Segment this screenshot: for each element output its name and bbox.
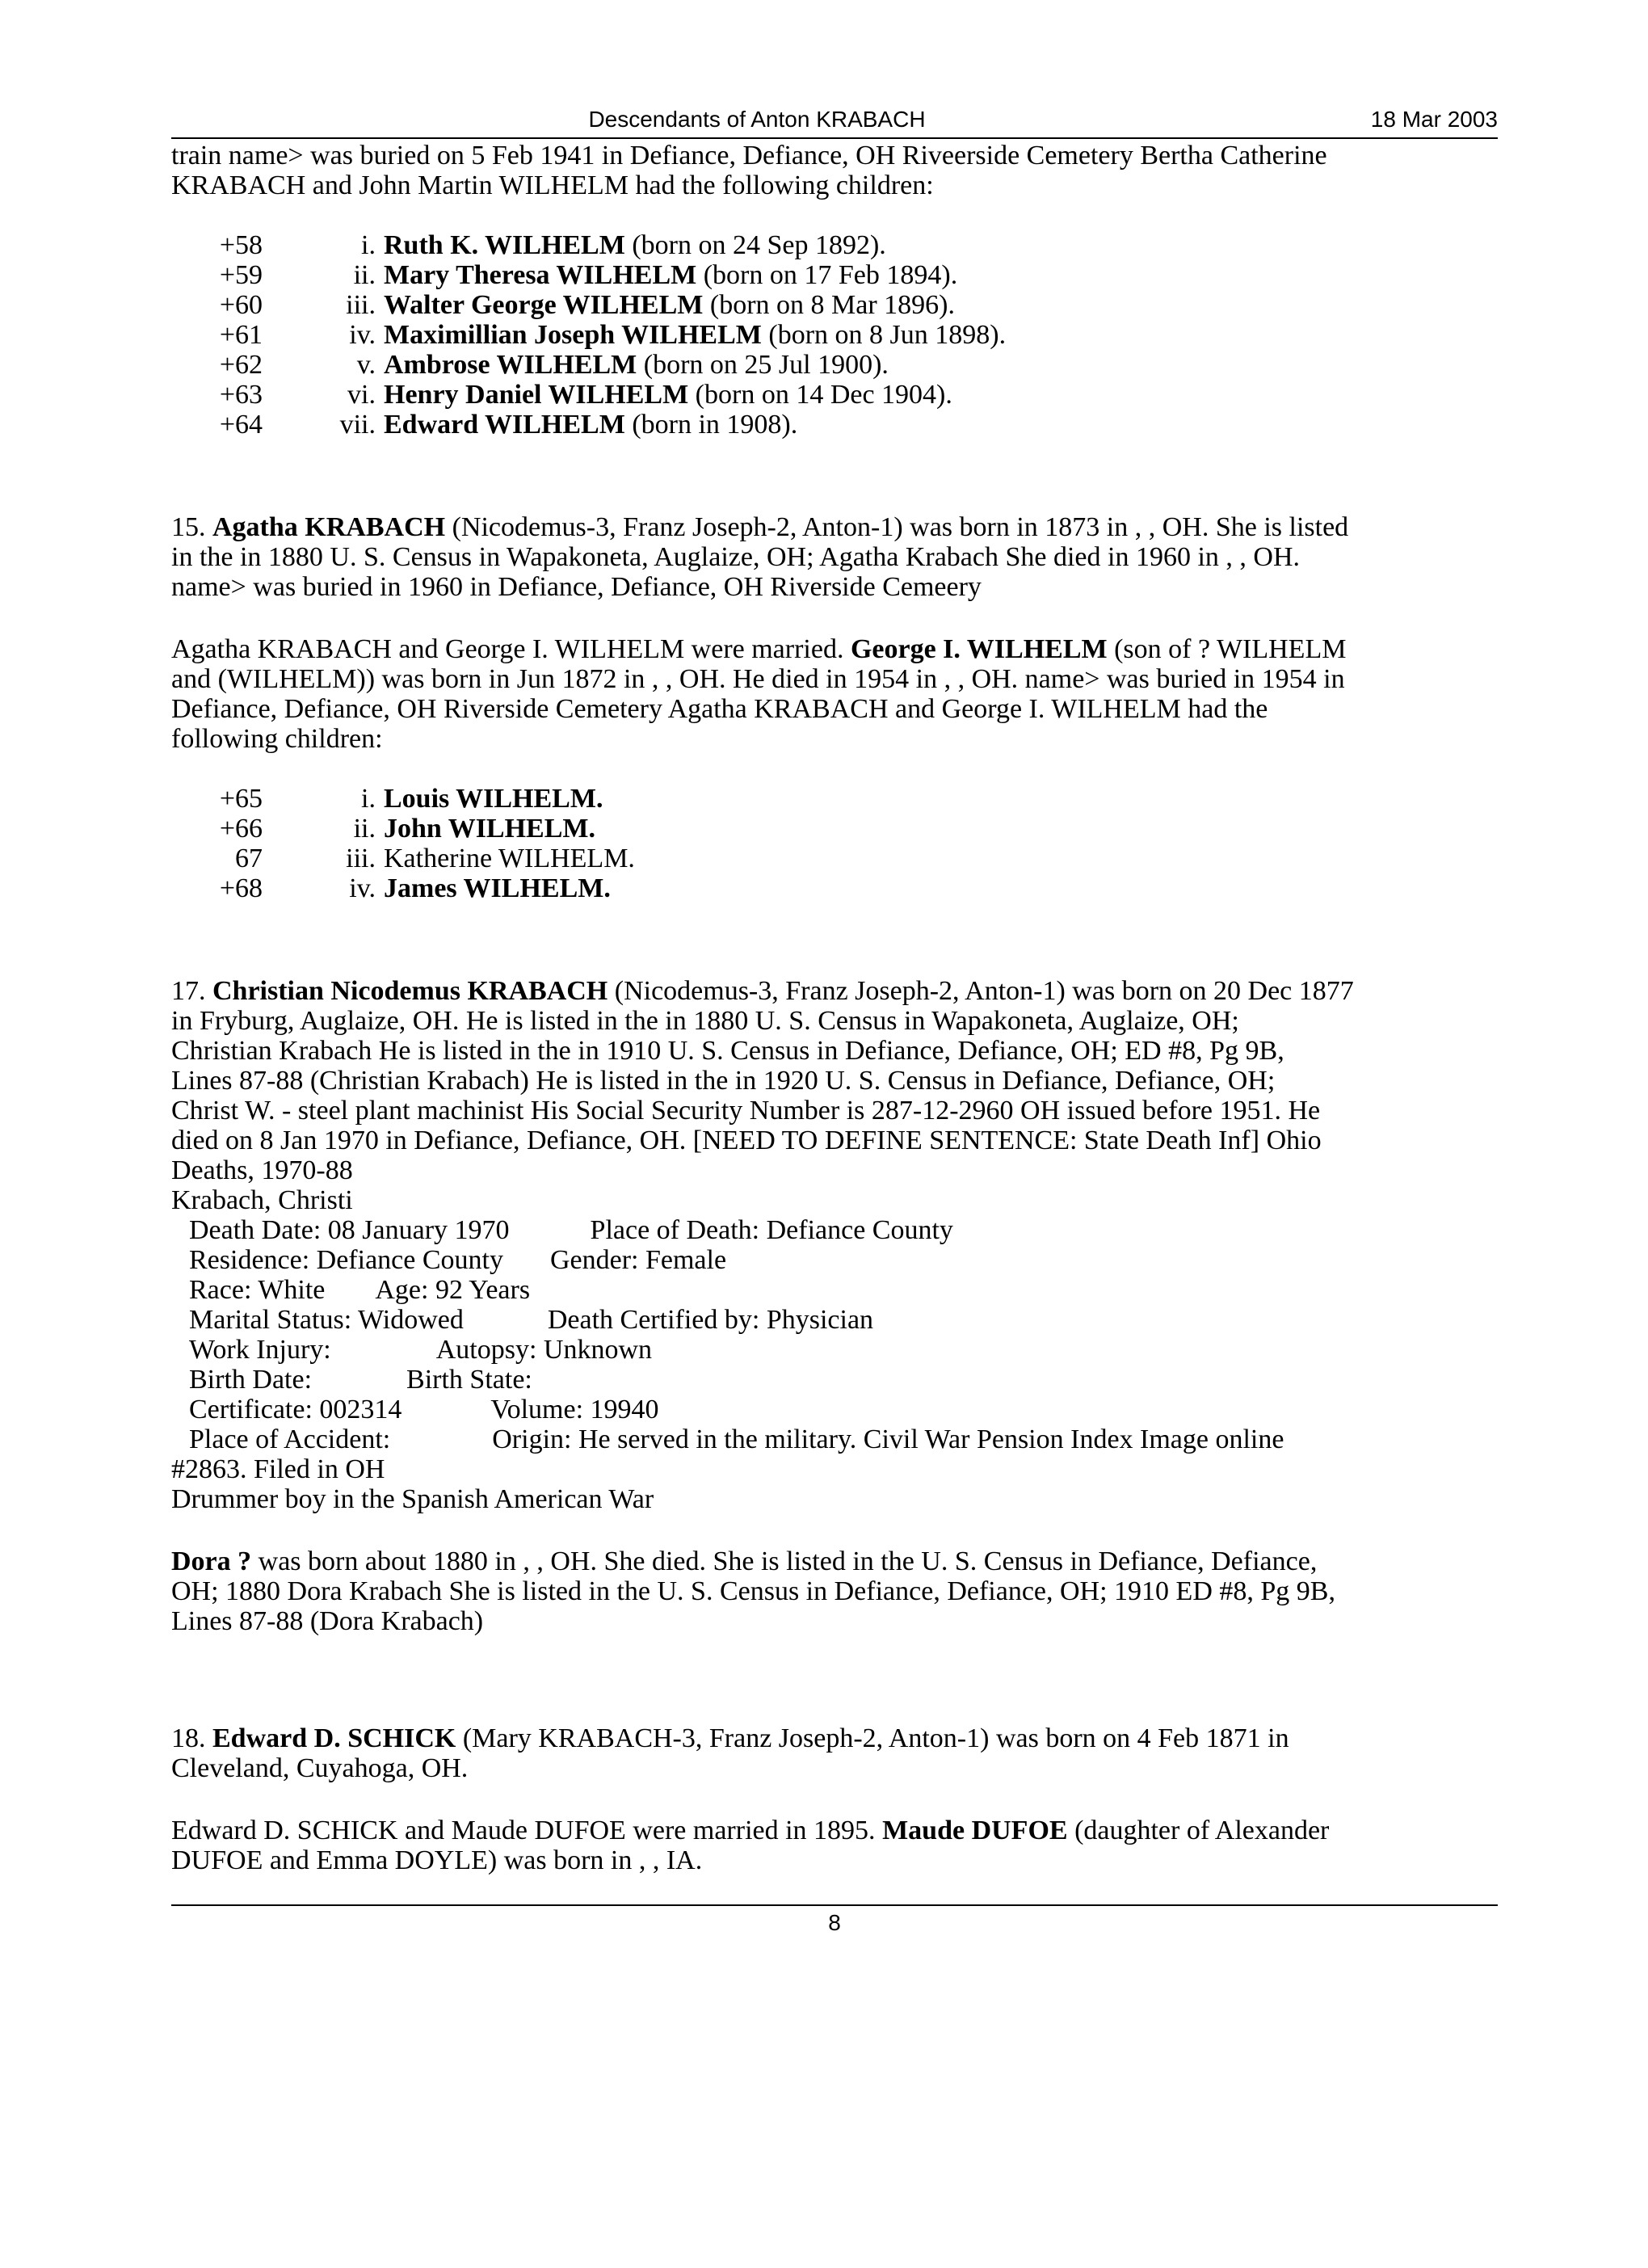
spouse-name: Maude DUFOE	[882, 1816, 1068, 1845]
child-number: +63	[219, 380, 263, 410]
record-row: Place of Accident: Origin: He served in the military. Civil War Pension Index Image online	[189, 1424, 1284, 1454]
child-detail: (born in 1908).	[624, 410, 798, 440]
entry-line: following children:	[171, 724, 383, 754]
child-detail: (born on 14 Dec 1904).	[688, 380, 952, 410]
child-entry	[171, 230, 1498, 260]
child-entry	[171, 844, 1498, 873]
entry-line: and (WILHELM)) was born in Jun 1872 in , , OH. He died in 1954 in , , OH. name> was buried in 1954 in	[171, 664, 1345, 694]
person-name: Agatha KRABACH	[212, 512, 446, 542]
child-entry	[171, 814, 1498, 844]
spouse-name: George I. WILHELM	[850, 634, 1108, 664]
child-entry	[171, 784, 1498, 814]
child-entry	[171, 380, 1498, 410]
entry-line: Drummer boy in the Spanish American War	[171, 1484, 654, 1514]
entry-line: died on 8 Jan 1970 in Defiance, Defiance, OH. [NEED TO DEFINE SENTENCE: State Death Inf] Ohio	[171, 1126, 1322, 1155]
entry-line: Krabach, Christi	[171, 1185, 353, 1215]
entry-number: 18.	[171, 1723, 206, 1753]
child-number: +58	[219, 230, 263, 260]
record-row: Birth Date: Birth State:	[189, 1365, 532, 1395]
child-detail: (born on 8 Jun 1898).	[761, 320, 1007, 350]
child-roman: iii.	[346, 290, 376, 320]
record-row: Certificate: 002314 Volume: 19940	[189, 1395, 659, 1424]
child-entry	[171, 873, 1498, 903]
intro-line: train name> was buried on 5 Feb 1941 in Defiance, Defiance, OH Riveerside Cemetery Bertha Catherine	[171, 141, 1327, 170]
child-name: Maximillian Joseph WILHELM	[384, 320, 762, 350]
child-detail: (born on 25 Jul 1900).	[637, 350, 889, 380]
entry-dora: Dora ? was born about 1880 in , , OH. She died. She is listed in the U. S. Census in Defiance, Defiance,	[171, 1546, 1318, 1576]
footer-rule	[171, 1904, 1498, 1906]
record-row: Residence: Defiance County Gender: Female	[189, 1245, 727, 1275]
entry-line: name> was buried in 1960 in Defiance, Defiance, OH Riverside Cemeery	[171, 572, 982, 602]
record-row: Death Date: 08 January 1970 Place of Death: Defiance County	[189, 1215, 953, 1245]
record-row: Work Injury: Autopsy: Unknown	[189, 1335, 653, 1365]
entry-line: Christian Krabach He is listed in the in 1910 U. S. Census in Defiance, Defiance, OH; ED #8, Pg 9B,	[171, 1036, 1284, 1066]
page-header	[171, 102, 1498, 139]
child-number: +60	[219, 290, 263, 320]
child-name: Louis WILHELM.	[384, 784, 603, 814]
child-roman: v.	[356, 350, 376, 380]
child-entry	[171, 410, 1498, 440]
entry-line: Deaths, 1970-88	[171, 1155, 353, 1185]
record-row: Race: White Age: 92 Years	[189, 1275, 531, 1305]
child-name: James WILHELM.	[384, 873, 611, 903]
child-name: Henry Daniel WILHELM	[384, 380, 689, 410]
child-roman: i.	[361, 784, 376, 814]
entry-line: Defiance, Defiance, OH Riverside Cemetery Agatha KRABACH and George I. WILHELM had the	[171, 694, 1268, 724]
child-name: Edward WILHELM	[384, 410, 625, 440]
child-number: +65	[219, 784, 263, 814]
child-entry	[171, 320, 1498, 350]
child-number: +59	[219, 260, 263, 290]
person-name: Edward D. SCHICK	[212, 1723, 456, 1753]
header-date: 18 Mar 2003	[1370, 107, 1498, 132]
child-entry	[171, 350, 1498, 380]
document-body	[171, 141, 1498, 1875]
person-name: Christian Nicodemus KRABACH	[212, 976, 608, 1006]
child-detail: (born on 17 Feb 1894).	[696, 260, 958, 290]
entry-edward: 18. Edward D. SCHICK (Mary KRABACH-3, Franz Joseph-2, Anton-1) was born on 4 Feb 1871 in	[171, 1723, 1289, 1753]
child-name: John WILHELM.	[384, 814, 596, 844]
child-name: Ambrose WILHELM	[384, 350, 637, 380]
entry-line: #2863. Filed in OH	[171, 1454, 385, 1484]
child-number: +64	[219, 410, 263, 440]
entry-number: 15.	[171, 512, 206, 542]
child-entry	[171, 260, 1498, 290]
child-roman: iii.	[346, 844, 376, 873]
child-roman: iv.	[349, 320, 376, 350]
entry-agatha: 15. Agatha KRABACH (Nicodemus-3, Franz Joseph-2, Anton-1) was born in 1873 in , , OH. She is listed	[171, 512, 1349, 542]
entry-line: in Fryburg, Auglaize, OH. He is listed in the in 1880 U. S. Census in Wapakoneta, Auglaize, OH;	[171, 1006, 1239, 1036]
child-name: Mary Theresa WILHELM	[384, 260, 697, 290]
entry-line: in the in 1880 U. S. Census in Wapakoneta, Auglaize, OH; Agatha Krabach She died in 1960 in , , OH.	[171, 542, 1301, 572]
entry-line: Christ W. - steel plant machinist His Social Security Number is 287-12-2960 OH issued before 1951. He	[171, 1096, 1321, 1126]
child-detail: (born on 8 Mar 1896).	[703, 290, 955, 320]
header-title: Descendants of Anton KRABACH	[588, 107, 926, 132]
intro-line: KRABACH and John Martin WILHELM had the following children:	[171, 170, 934, 200]
page-number: 8	[828, 1910, 841, 1935]
entry-line: Lines 87-88 (Christian Krabach) He is listed in the in 1920 U. S. Census in Defiance, Defiance, OH;	[171, 1066, 1276, 1096]
marriage-line: Edward D. SCHICK and Maude DUFOE were married in 1895. Maude DUFOE (daughter of Alexander	[171, 1816, 1330, 1845]
child-number: 67	[235, 844, 263, 873]
children-list	[171, 784, 1498, 903]
child-name-plain: Katherine WILHELM.	[384, 844, 635, 873]
child-number: +68	[219, 873, 263, 903]
child-roman: i.	[361, 230, 376, 260]
child-number: +62	[219, 350, 263, 380]
child-roman: iv.	[349, 873, 376, 903]
child-roman: vii.	[339, 410, 376, 440]
child-number: +61	[219, 320, 263, 350]
child-name: Ruth K. WILHELM	[384, 230, 625, 260]
child-number: +66	[219, 814, 263, 844]
marriage-line: Agatha KRABACH and George I. WILHELM were married. George I. WILHELM (son of ? WILHELM	[171, 634, 1347, 664]
child-entry	[171, 290, 1498, 320]
person-name: Dora ?	[171, 1546, 252, 1576]
child-roman: vi.	[347, 380, 376, 410]
entry-line: Lines 87-88 (Dora Krabach)	[171, 1606, 484, 1636]
entry-line: OH; 1880 Dora Krabach She is listed in the U. S. Census in Defiance, Defiance, OH; 1910 ED #8, Pg 9B,	[171, 1576, 1335, 1606]
entry-line: Cleveland, Cuyahoga, OH.	[171, 1753, 469, 1783]
child-roman: ii.	[353, 260, 376, 290]
children-list	[171, 230, 1498, 440]
record-row: Marital Status: Widowed Death Certified by: Physician	[189, 1305, 874, 1335]
entry-line: DUFOE and Emma DOYLE) was born in , , IA.	[171, 1845, 703, 1875]
entry-number: 17.	[171, 976, 206, 1006]
death-record	[171, 1215, 1498, 1454]
entry-christian: 17. Christian Nicodemus KRABACH (Nicodemus-3, Franz Joseph-2, Anton-1) was born on 20 Dec 1877	[171, 976, 1354, 1006]
child-detail: (born on 24 Sep 1892).	[624, 230, 886, 260]
child-name: Walter George WILHELM	[384, 290, 704, 320]
child-roman: ii.	[353, 814, 376, 844]
